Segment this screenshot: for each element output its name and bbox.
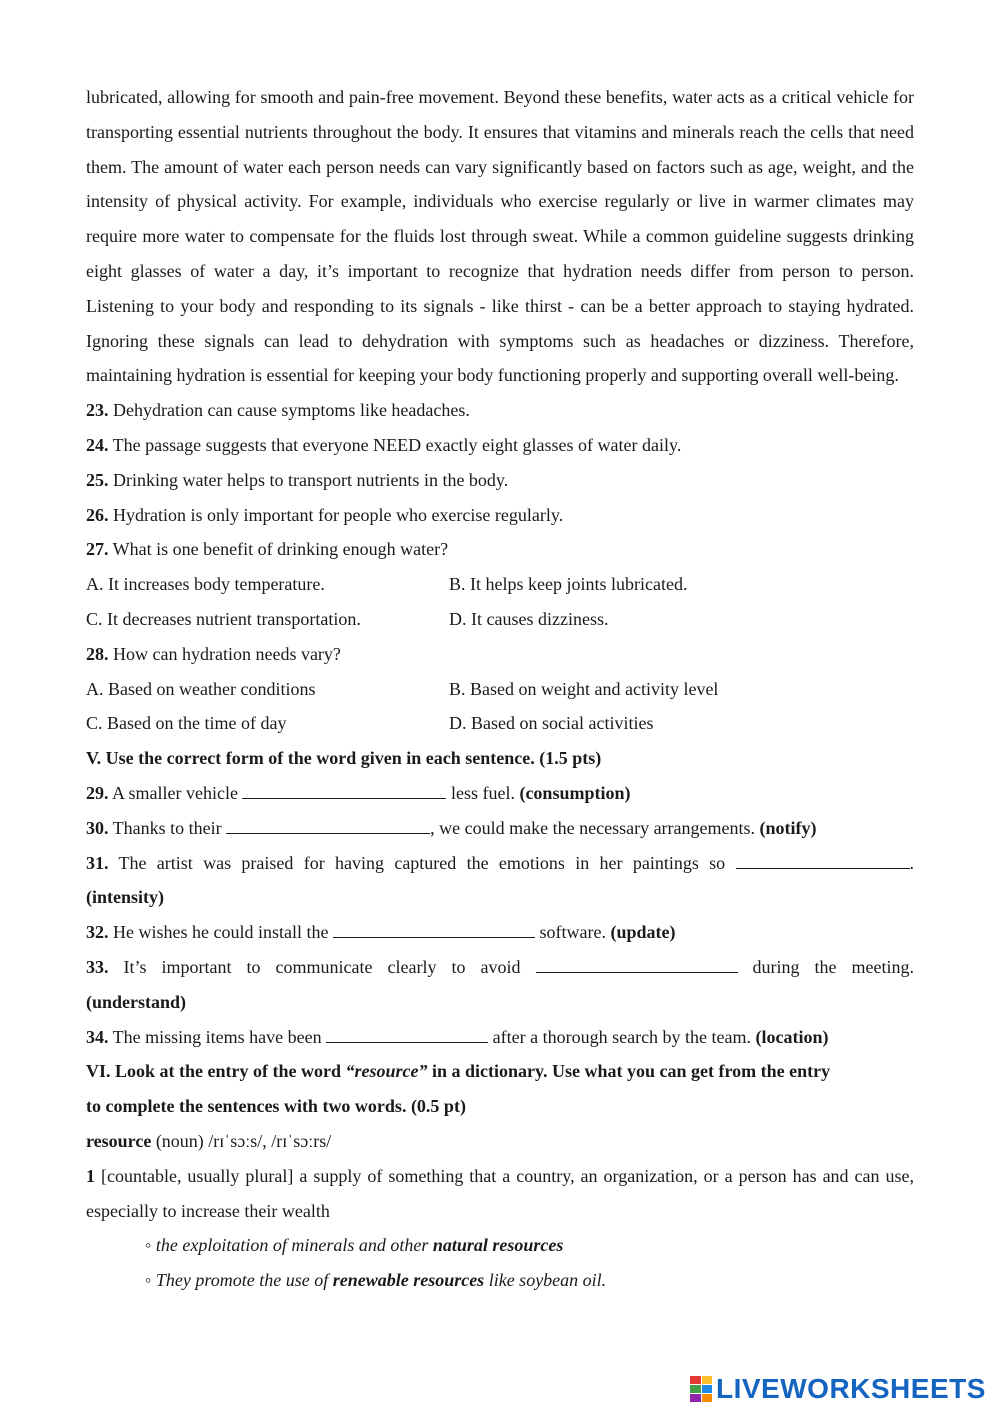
question-text: less fuel.	[446, 782, 520, 803]
question-number: 30.	[86, 817, 109, 838]
question-number: 26.	[86, 504, 109, 525]
example-text: like soybean oil.	[484, 1270, 607, 1291]
question-28-options-row-1	[86, 672, 914, 707]
answer-blank[interactable]	[536, 953, 738, 973]
word-hint: (understand)	[86, 991, 187, 1012]
question-34	[86, 1020, 914, 1055]
bullet-icon: ◦	[145, 1270, 152, 1291]
heading-text: to complete the sentences with two words. (0.5 pt)	[86, 1096, 466, 1117]
example-text: the exploitation of minerals and other	[151, 1235, 433, 1256]
question-number: 23.	[86, 400, 109, 421]
example-1	[86, 1228, 914, 1263]
entry-pronunciation: (noun) /rɪˈsɔːs/, /rɪˈsɔːrs/	[151, 1130, 332, 1151]
question-26	[86, 498, 914, 533]
question-28-options-row-2	[86, 706, 914, 741]
question-text: The missing items have been	[108, 1026, 327, 1047]
bullet-icon: ◦	[145, 1235, 152, 1256]
option-b[interactable]: B. Based on weight and activity level	[449, 678, 719, 699]
question-33	[86, 950, 914, 985]
example-text: They promote the use of	[151, 1270, 333, 1291]
answer-blank[interactable]	[242, 779, 446, 799]
dictionary-entry-headword	[86, 1124, 914, 1159]
question-text: Hydration is only important for people who exercise regularly.	[108, 504, 564, 525]
question-27-options-row-2	[86, 602, 914, 637]
word-hint: (location)	[755, 1026, 829, 1047]
question-text: It’s important to communicate clearly to avoid	[108, 956, 536, 977]
sense-number: 1	[86, 1165, 95, 1186]
question-text: Thanks to their	[108, 817, 227, 838]
heading-text: VI. Look at the entry of the word	[86, 1061, 346, 1082]
section-6-heading	[86, 1054, 914, 1089]
heading-text: in a dictionary. Use what you can get from the entry	[427, 1061, 831, 1082]
word-hint: (intensity)	[86, 887, 164, 908]
question-23	[86, 393, 914, 428]
question-27	[86, 532, 914, 567]
question-text: after a thorough search by the team.	[488, 1026, 756, 1047]
logo-block	[690, 1376, 701, 1384]
word-hint: (update)	[610, 922, 676, 943]
logo-block	[702, 1376, 713, 1384]
answer-blank[interactable]	[736, 849, 910, 869]
question-number: 33.	[86, 956, 109, 977]
logo-block	[690, 1385, 701, 1393]
question-number: 34.	[86, 1026, 109, 1047]
question-number: 25.	[86, 469, 109, 490]
question-29	[86, 776, 914, 811]
example-collocation: renewable resources	[332, 1270, 485, 1291]
question-text: .	[909, 852, 914, 873]
question-number: 29.	[86, 782, 109, 803]
question-text: He wishes he could install the	[108, 922, 333, 943]
question-33-hint-line	[86, 985, 914, 1020]
liveworksheets-logo-icon	[690, 1376, 712, 1402]
question-31-hint-line	[86, 880, 914, 915]
question-24	[86, 428, 914, 463]
option-d[interactable]: D. It causes dizziness.	[449, 608, 609, 629]
question-text: How can hydration needs vary?	[108, 643, 341, 664]
question-31	[86, 846, 914, 881]
question-text: A smaller vehicle	[108, 782, 243, 803]
logo-block	[702, 1385, 713, 1393]
entry-word: resource	[86, 1130, 152, 1151]
question-28	[86, 637, 914, 672]
word-hint: (consumption)	[519, 782, 631, 803]
question-text: The passage suggests that everyone NEED exactly eight glasses of water daily.	[108, 434, 682, 455]
example-2	[86, 1263, 914, 1298]
question-text: software.	[534, 922, 611, 943]
question-number: 31.	[86, 852, 109, 873]
question-number: 32.	[86, 922, 109, 943]
section-heading: V. Use the correct form of the word given in each sentence. (1.5 pts)	[86, 748, 602, 769]
option-a[interactable]: A. Based on weather conditions	[86, 678, 316, 699]
sense-definition: [countable, usually plural] a supply of something that a country, an organization, or a person has and can use, especially to increase their wealth	[86, 1165, 914, 1221]
worksheet-page	[86, 80, 914, 1298]
question-number: 24.	[86, 434, 109, 455]
option-c[interactable]: C. Based on the time of day	[86, 713, 287, 734]
question-30	[86, 811, 914, 846]
section-6-heading-line-2	[86, 1089, 914, 1124]
option-d[interactable]: D. Based on social activities	[449, 713, 654, 734]
section-5-heading	[86, 741, 914, 776]
dictionary-sense-1	[86, 1159, 914, 1229]
reading-passage: lubricated, allowing for smooth and pain-free movement. Beyond these benefits, water acts as a critical vehicle for transporting essential nutrients throughout the body. It ensures that vitamins and minerals reach the cells that need them. The amount of water each person needs can vary significantly based on factors such as age, weight, and the intensity of physical activity. For example, individuals who exercise regularly or live in warmer climates may require more water to compensate for the fluids lost through sweat. While a common guideline suggests drinking eight glasses of water a day, it’s important to recognize that hydration needs differ from person to person. Listening to your body and responding to its signals - like thirst - can be a better approach to staying hydrated. Ignoring these signals can lead to dehydration with symptoms such as headaches or dizziness. Therefore, maintaining hydration is essential for keeping your body functioning properly and supporting overall well-being.	[86, 87, 914, 386]
answer-blank[interactable]	[333, 918, 535, 938]
option-b[interactable]: B. It helps keep joints lubricated.	[449, 574, 688, 595]
question-25	[86, 463, 914, 498]
question-text: The artist was praised for having captured the emotions in her paintings so	[108, 852, 736, 873]
question-number: 27.	[86, 539, 109, 560]
answer-blank[interactable]	[226, 814, 430, 834]
liveworksheets-logo	[690, 1374, 986, 1404]
question-text: during the meeting.	[737, 956, 914, 977]
option-c[interactable]: C. It decreases nutrient transportation.	[86, 608, 361, 629]
question-text: What is one benefit of drinking enough water?	[108, 539, 449, 560]
logo-text: LIVEWORKSHEETS	[716, 1373, 986, 1404]
section-heading	[86, 1061, 830, 1081]
question-text: Drinking water helps to transport nutrients in the body.	[108, 469, 509, 490]
logo-block	[690, 1394, 701, 1402]
word-hint: (notify)	[759, 817, 817, 838]
question-text: Dehydration can cause symptoms like headaches.	[108, 400, 470, 421]
question-number: 28.	[86, 643, 109, 664]
question-27-options-row-1	[86, 567, 914, 602]
answer-blank[interactable]	[326, 1023, 488, 1043]
question-text: , we could make the necessary arrangements.	[430, 817, 760, 838]
question-32	[86, 915, 914, 950]
heading-word: “resource”	[345, 1061, 428, 1082]
option-a[interactable]: A. It increases body temperature.	[86, 574, 325, 595]
example-collocation: natural resources	[432, 1235, 564, 1256]
logo-block	[702, 1394, 713, 1402]
